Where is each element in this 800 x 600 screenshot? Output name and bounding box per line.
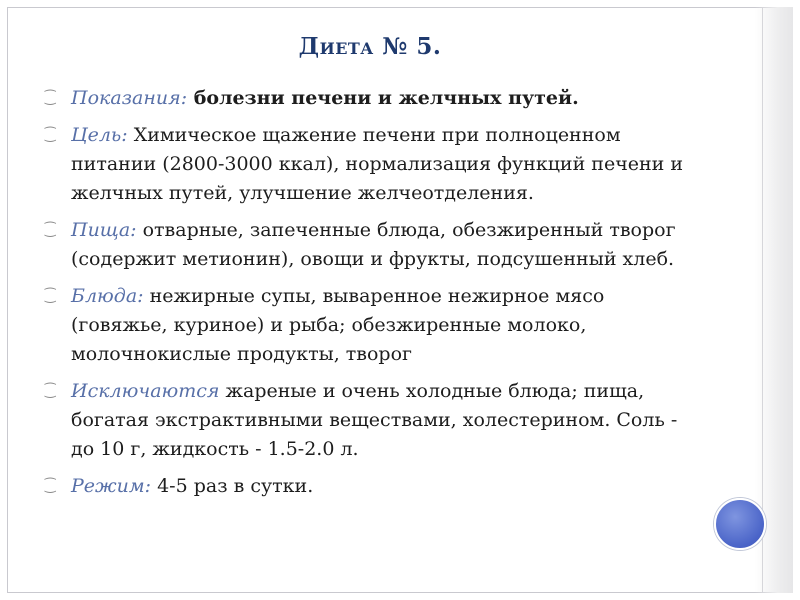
slide-title: Диета № 5. xyxy=(298,33,442,60)
item-label: Показания: xyxy=(71,87,188,109)
bullet-icon: ⁐ xyxy=(45,91,56,106)
item-text: нежирные супы, вываренное нежирное мясо (говяжье, куриное) и рыба; обезжиренные молоко, молочнокислые продукты, творог xyxy=(71,285,605,365)
item-text: отварные, запеченные блюда, обезжиренный творог (содержит метионин), овощи и фрукты, подсушенный хлеб. xyxy=(71,219,676,270)
item-text: болезни печени и желчных путей. xyxy=(187,87,579,109)
decorative-circle-icon xyxy=(714,498,766,550)
list-item-indications xyxy=(45,84,695,113)
item-label: Блюда: xyxy=(71,285,144,307)
list-item-goal xyxy=(45,121,695,208)
list-item-food xyxy=(45,216,695,274)
slide-edge-shadow xyxy=(755,7,793,593)
item-label: Исключаются xyxy=(71,380,220,402)
bullet-icon: ⁐ xyxy=(45,128,56,143)
bullet-icon: ⁐ xyxy=(45,384,56,399)
slide-side-line xyxy=(762,8,763,592)
item-text: жареные и очень холодные блюда; пища, богатая экстрактивными веществами, холестерином. Соль - до 10 г, жидкость - 1.5-2.0 л. xyxy=(71,380,678,460)
item-text: Химическое щажение печени при полноценном питании (2800-3000 ккал), нормализация функций печени и желчных путей, улучшение желчеотделения. xyxy=(71,124,684,204)
item-label: Режим: xyxy=(71,475,152,497)
list-item-dishes xyxy=(45,282,695,369)
list-item-regime xyxy=(45,472,695,501)
bullet-icon: ⁐ xyxy=(45,479,56,494)
item-text: 4-5 раз в сутки. xyxy=(151,475,314,497)
diet-list xyxy=(45,84,695,509)
item-label: Цель: xyxy=(71,124,128,146)
bullet-icon: ⁐ xyxy=(45,289,56,304)
bullet-icon: ⁐ xyxy=(45,223,56,238)
list-item-excluded xyxy=(45,377,695,464)
item-label: Пища: xyxy=(71,219,137,241)
